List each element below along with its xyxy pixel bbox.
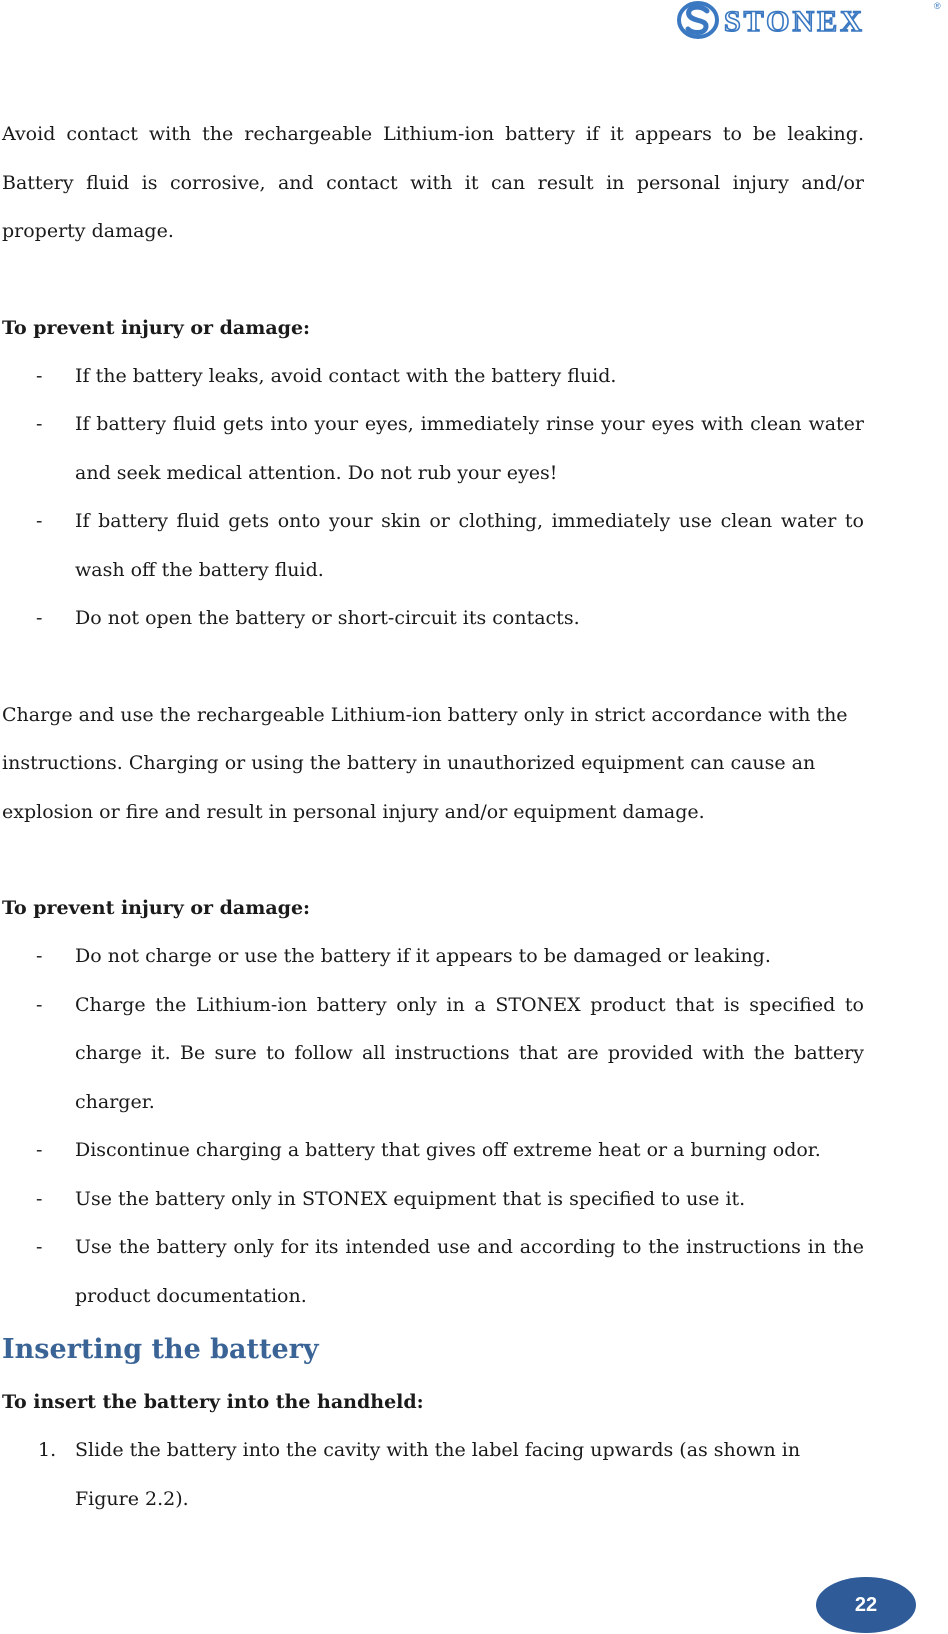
list-item: - Discontinue charging a battery that gives off extreme heat or a burning odor.	[2, 1126, 864, 1175]
bullet-marker: -	[36, 607, 43, 629]
list-item: - Charge the Lithium-ion battery only in a STONEX product that is specified to charge it. Be sure to follow all instructions that are provided with the battery charger.	[2, 981, 864, 1127]
stonex-logo-graphic	[676, 0, 946, 44]
inserting-subheading: To insert the battery into the handheld:	[2, 1391, 424, 1413]
list-item: - Use the battery only in STONEX equipment that is specified to use it.	[2, 1175, 864, 1224]
bullet-marker: -	[36, 945, 43, 967]
charge-paragraph: Charge and use the rechargeable Lithium-ion battery only in strict accordance with the instructions. Charging or using the battery in unauthorized equipment can cause an explosion or fire and result in personal injury and/or equipment damage.	[2, 703, 848, 823]
intro-paragraph: Avoid contact with the rechargeable Lithium-ion battery if it appears to be leaking. Battery fluid is corrosive, and contact with it can result in personal injury and/or property damage.	[2, 123, 864, 242]
inserting-steps	[2, 1426, 864, 1523]
bullet-marker: -	[36, 413, 43, 435]
page-number-badge: 22	[816, 1577, 916, 1633]
stonex-logo	[676, 0, 946, 44]
list-item: - Do not charge or use the battery if it appears to be damaged or leaking.	[2, 932, 864, 981]
brand-text: STONEX	[724, 5, 865, 38]
section2-list	[2, 932, 864, 1320]
bullet-marker: -	[36, 1236, 43, 1258]
section-title-inserting: Inserting the battery	[2, 1334, 319, 1365]
bullet-marker: -	[36, 993, 43, 1016]
bullet-marker: -	[36, 1187, 43, 1210]
section1-heading: To prevent injury or damage:	[2, 316, 311, 339]
bullet-marker: -	[36, 364, 43, 387]
step-item: 1. Slide the battery into the cavity with the label facing upwards (as shown in Figure 2.2).	[2, 1426, 864, 1523]
bullet-marker: -	[36, 1139, 43, 1161]
list-item: - If the battery leaks, avoid contact with the battery fluid.	[2, 352, 864, 401]
registered-mark: ®	[934, 1, 941, 11]
list-item: - Use the battery only for its intended use and according to the instructions in the product documentation.	[2, 1223, 864, 1320]
list-item: - If battery fluid gets into your eyes, immediately rinse your eyes with clean water and seek medical attention. Do not rub your eyes!	[2, 400, 864, 497]
section2-heading: To prevent injury or damage:	[2, 897, 311, 919]
section1-list	[2, 352, 864, 643]
list-item: - Do not open the battery or short-circuit its contacts.	[2, 594, 864, 643]
step-number: 1.	[38, 1439, 57, 1461]
bullet-marker: -	[36, 510, 43, 532]
page-content	[2, 110, 864, 1523]
list-item: - If battery fluid gets onto your skin or clothing, immediately use clean water to wash off the battery fluid.	[2, 497, 864, 594]
